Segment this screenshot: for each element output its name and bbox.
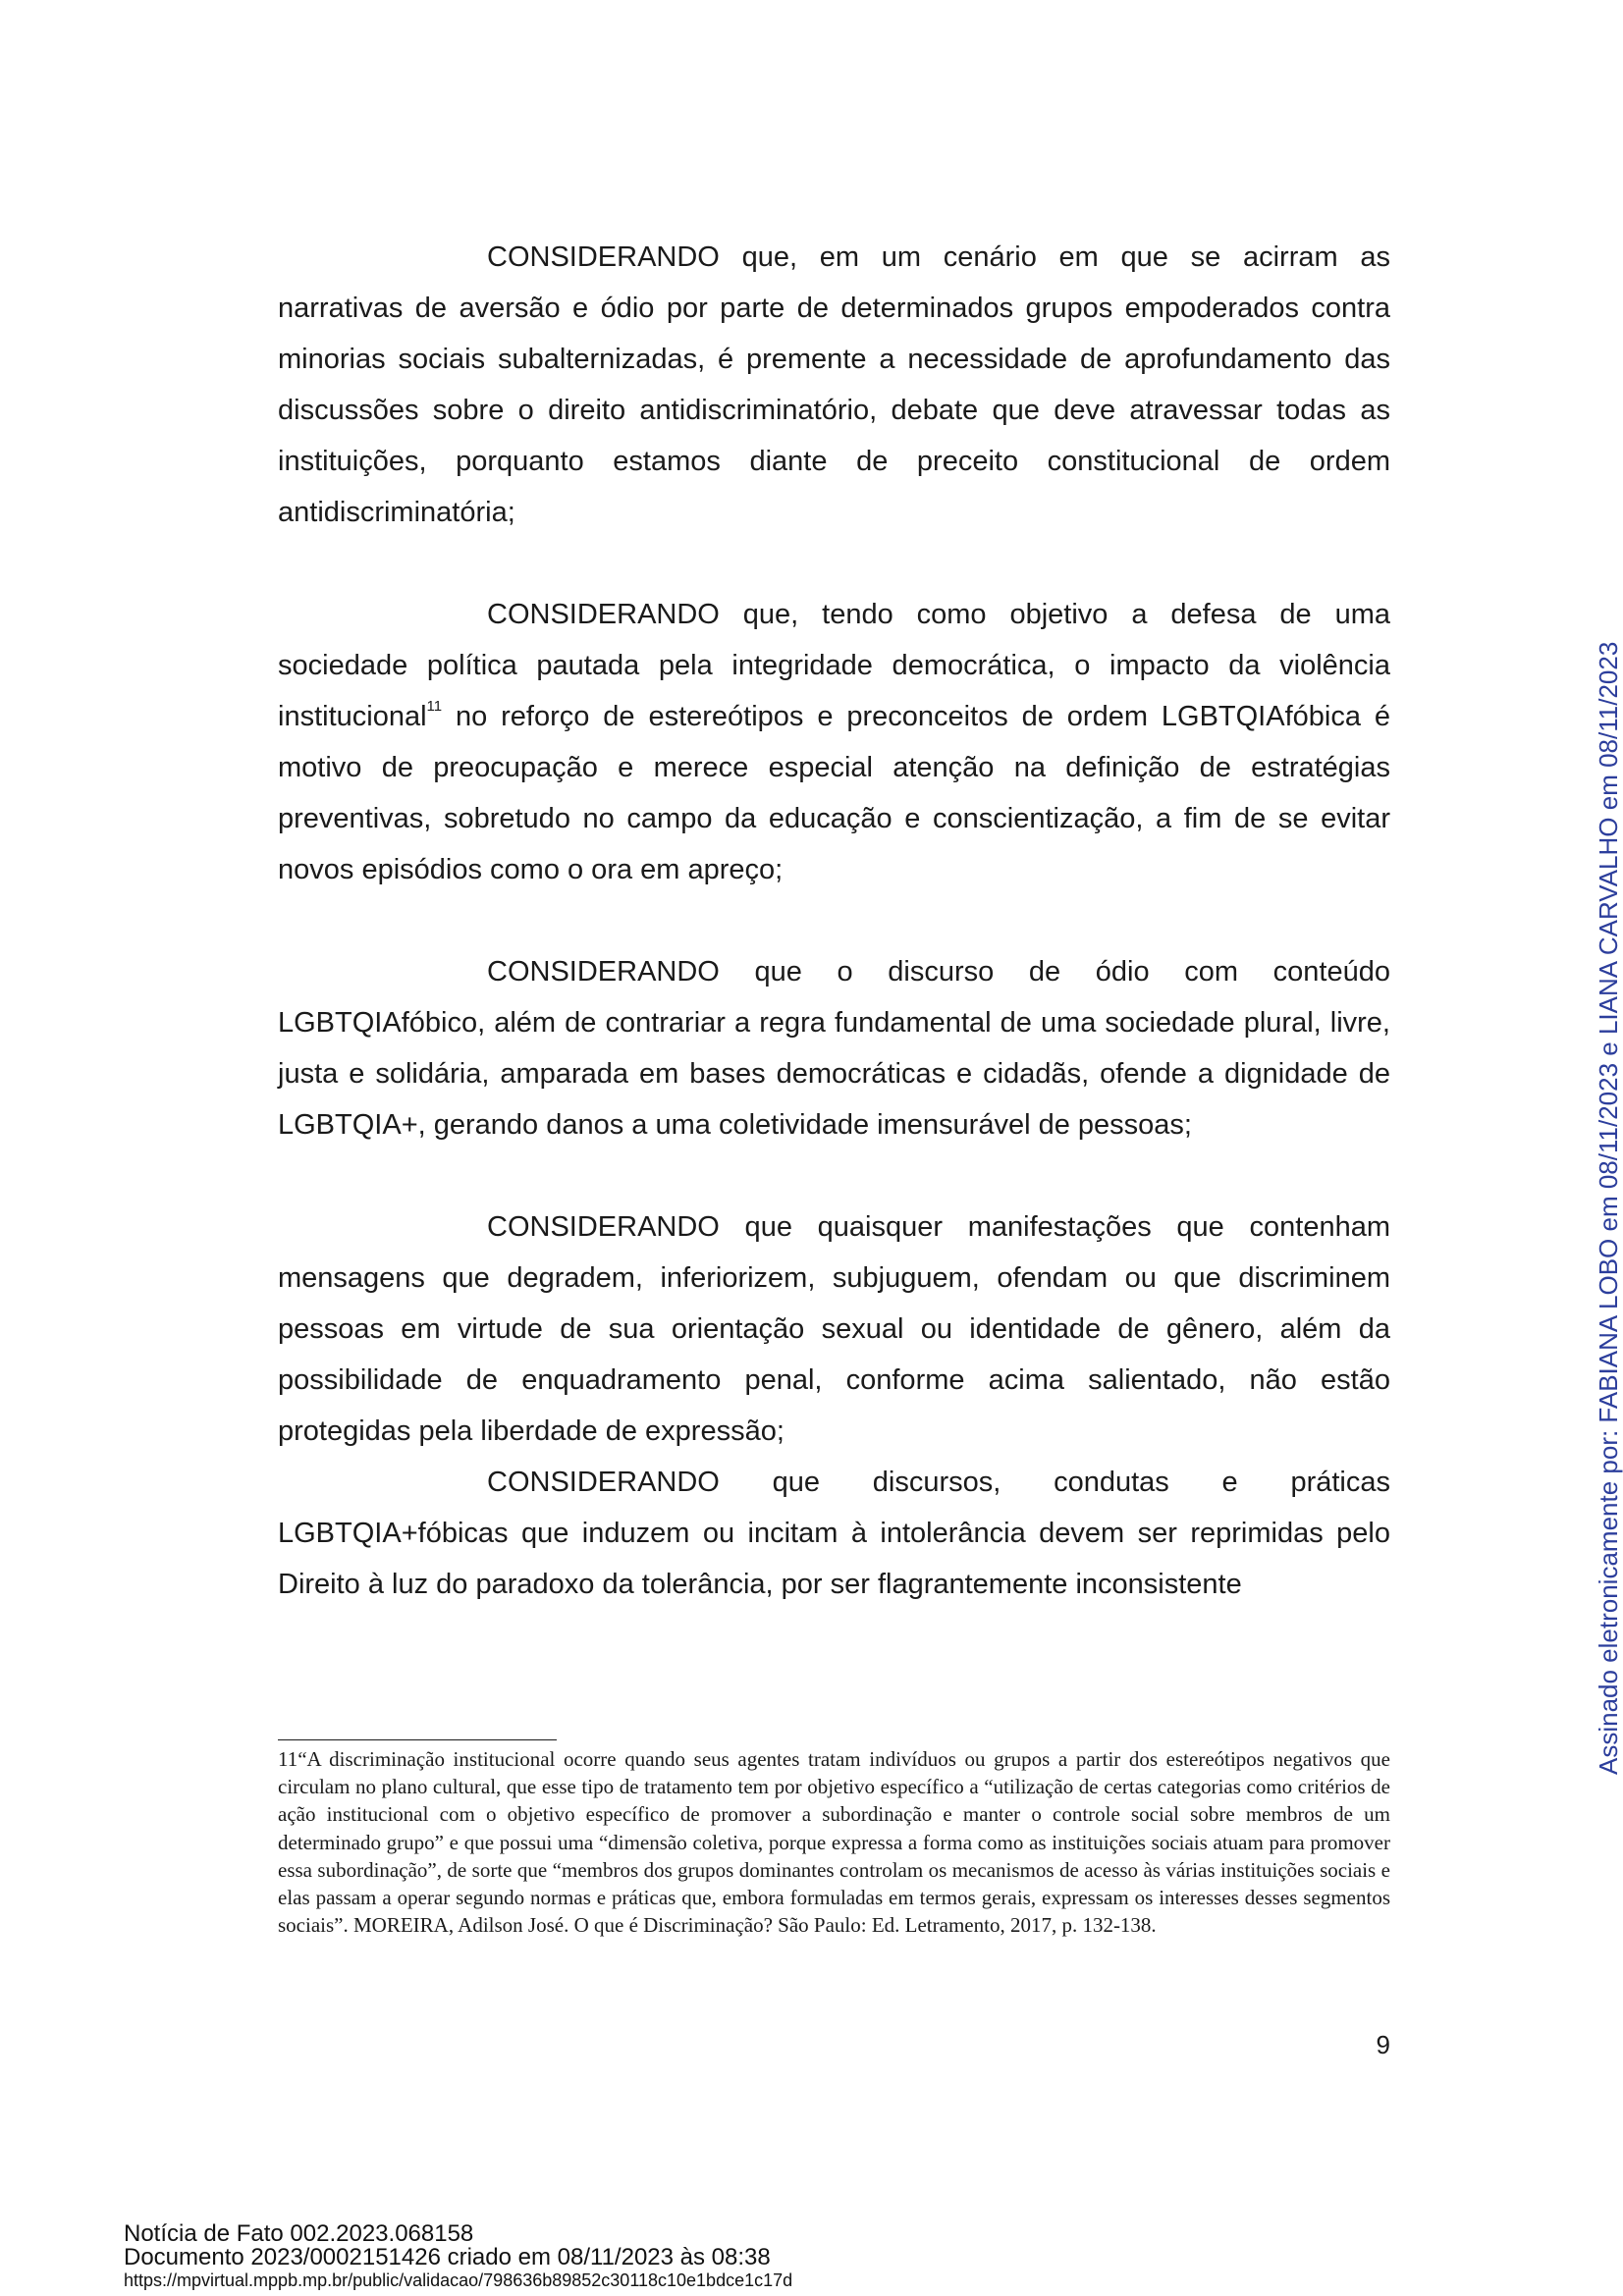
signature-stamp: Assinado eletronicamente por: FABIANA LOBO em 08/11/2023 e LIANA CARVALHO em 08/11/2023 (1594, 641, 1623, 1775)
paragraph-spacer (278, 895, 1390, 946)
paragraph-spacer (278, 538, 1390, 589)
paragraph-text: CONSIDERANDO que, tendo como objetivo a defesa de uma sociedade política pautada pela integridade democrática, o impacto da violência institucional (278, 599, 1390, 732)
paragraph: CONSIDERANDO que discursos, condutas e práticas LGBTQIA+fóbicas que induzem ou incitam à intolerância devem ser reprimidas pelo Direito à luz do paradoxo da tolerância, por ser flagrantemente inconsistente (278, 1467, 1390, 1600)
footnote-text: “A discriminação institucional ocorre quando seus agentes tratam indivíduos ou grupos a partir dos estereótipos negativos que circulam no plano cultural, que esse tipo de tratamento tem por objetivo específico a “utilização de certas categorias como critérios de ação institucional com o objetivo específico de promover a subordinação e manter o controle social sobre membros de um determinado grupo” e que possui uma “dimensão coletiva, porque expressa a forma como as instituições sociais atuam para promover essa subordinação”, de sorte que “membros dos grupos dominantes controlam os mecanismos de acesso às várias instituições sociais e elas passam a operar segundo normas e práticas que, embora formuladas em termos gerais, expressam os interesses desses segmentos sociais”. MOREIRA, Adilson José. O que é Discriminação? São Paulo: Ed. Letramento, 2017, p. 132-138. (278, 1747, 1390, 1938)
document-footer (124, 2222, 792, 2291)
document-id: Documento 2023/0002151426 criado em 08/11/2023 às 08:38 (124, 2244, 771, 2270)
footnote (278, 1745, 1390, 1939)
validation-link[interactable]: https://mpvirtual.mppb.mp.br/public/validacao/798636b89852c30118c10e1bdce1c17d (124, 2270, 793, 2290)
footnote-divider (278, 1739, 557, 1740)
page-number: 9 (1376, 2030, 1390, 2059)
paragraph (278, 589, 1390, 895)
paragraph: CONSIDERANDO que o discurso de ódio com conteúdo LGBTQIAfóbico, além de contrariar a regra fundamental de uma sociedade plural, livre, justa e solidária, amparada em bases democráticas e cidadãs, ofende a dignidade de LGBTQIA+, gerando danos a uma coletividade imensurável de pessoas; (278, 956, 1390, 1141)
paragraph: CONSIDERANDO que quaisquer manifestações que contenham mensagens que degradem, inferiorizem, subjuguem, ofendam ou que discriminem pessoas em virtude de sua orientação sexual ou identidade de gênero, além da possibilidade de enquadramento penal, conforme acima salientado, não estão protegidas pela liberdade de expressão; (278, 1211, 1390, 1447)
footnote-number: 11 (278, 1747, 298, 1771)
paragraph-text: no reforço de estereótipos e preconceitos de ordem LGBTQIAfóbica é motivo de preocupação e merece especial atenção na definição de estratégias preventivas, sobretudo no campo da educação e conscientização, a fim de se evitar novos episódios como o ora em apreço; (278, 701, 1390, 885)
footnote-reference[interactable]: 11 (426, 698, 443, 715)
paragraph-spacer (278, 1150, 1390, 1201)
case-reference: Notícia de Fato 002.2023.068158 (124, 2220, 474, 2247)
document-body (278, 232, 1390, 1610)
paragraph: CONSIDERANDO que, em um cenário em que se acirram as narrativas de aversão e ódio por parte de determinados grupos empoderados contra minorias sociais subalternizadas, é premente a necessidade de aprofundamento das discussões sobre o direito antidiscriminatório, debate que deve atravessar todas as instituições, porquanto estamos diante de preceito constitucional de ordem antidiscriminatória; (278, 241, 1390, 528)
